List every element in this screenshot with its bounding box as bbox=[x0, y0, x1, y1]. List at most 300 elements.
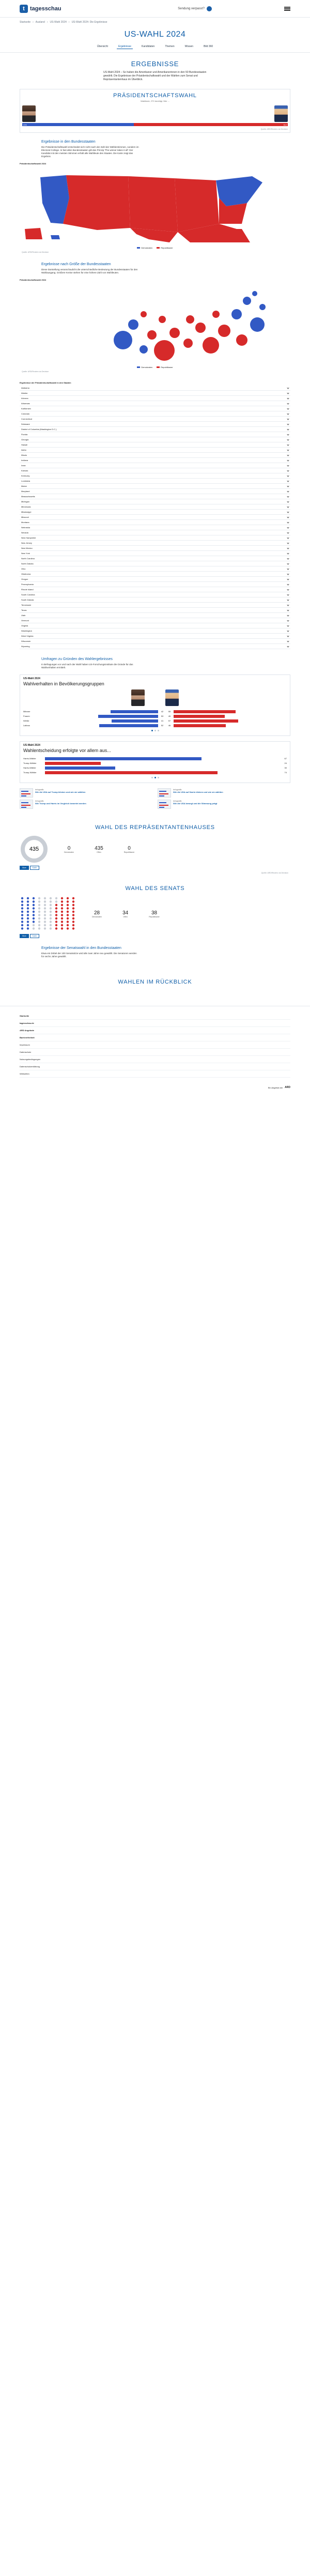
bubble[interactable] bbox=[128, 319, 138, 330]
house-source: Quelle: ARD/Reuters via Decision bbox=[261, 872, 288, 874]
bubble-chart-label: Präsidentschaftswahl 2024 bbox=[20, 279, 47, 281]
play-icon bbox=[207, 6, 212, 11]
tab-map[interactable]: Karte bbox=[30, 934, 39, 938]
state-row[interactable] bbox=[20, 546, 290, 551]
state-row[interactable] bbox=[20, 597, 290, 603]
bubble[interactable] bbox=[236, 334, 247, 346]
senate-seat bbox=[61, 911, 63, 913]
teaser-card[interactable] bbox=[158, 788, 290, 798]
carousel-dot[interactable] bbox=[154, 730, 156, 731]
demographic-rows bbox=[23, 709, 287, 728]
footer-link[interactable]: Datenschutzerklärung bbox=[20, 1063, 290, 1070]
bubble[interactable] bbox=[141, 311, 147, 317]
president-title: PRÄSIDENTSCHAFTSWAHL bbox=[113, 93, 197, 99]
state-row[interactable] bbox=[20, 577, 290, 582]
senate-seat bbox=[55, 897, 57, 899]
row-label: Trump-Wähler bbox=[23, 771, 37, 774]
chevron-down-icon bbox=[287, 485, 289, 487]
bubble[interactable] bbox=[169, 328, 180, 338]
footer-link[interactable]: Startseite bbox=[20, 1013, 290, 1020]
senate-seat bbox=[27, 907, 29, 909]
legend-dem bbox=[137, 366, 152, 369]
ard-logo[interactable]: ARD bbox=[285, 1086, 290, 1089]
state-row[interactable] bbox=[20, 566, 290, 572]
dem-value: 42 bbox=[161, 710, 164, 713]
bubble[interactable] bbox=[186, 315, 194, 324]
chevron-down-icon bbox=[287, 635, 289, 637]
house-stats bbox=[64, 846, 134, 853]
tab-knowledge[interactable]: Wissen bbox=[184, 45, 194, 48]
carousel-dots[interactable] bbox=[23, 777, 287, 778]
stat-value: 28 bbox=[94, 910, 100, 916]
state-row[interactable] bbox=[20, 406, 290, 411]
state-name: Pennsylvania bbox=[21, 583, 34, 586]
bubble[interactable] bbox=[203, 337, 219, 354]
state-row[interactable] bbox=[20, 639, 290, 644]
bubble[interactable] bbox=[231, 309, 242, 319]
senate-seat bbox=[44, 917, 46, 919]
state-row[interactable] bbox=[20, 582, 290, 587]
footer-label: Ein Angebot der bbox=[268, 1086, 283, 1089]
bubble-svg bbox=[20, 283, 290, 364]
footer-bottom bbox=[20, 1086, 290, 1089]
state-row[interactable] bbox=[20, 628, 290, 634]
bubble[interactable] bbox=[195, 323, 206, 333]
senate-seat bbox=[21, 904, 23, 906]
map-chart-label: Präsidentschaftswahl 2024 bbox=[20, 162, 47, 165]
chevron-down-icon bbox=[287, 402, 289, 404]
state-row[interactable] bbox=[20, 396, 290, 401]
senate-seat bbox=[72, 914, 74, 916]
state-row[interactable] bbox=[20, 463, 290, 468]
state-name: Indiana bbox=[21, 459, 28, 462]
senate-seat bbox=[38, 917, 40, 919]
state-name: Tennessee bbox=[21, 604, 32, 606]
bubble[interactable] bbox=[183, 339, 193, 348]
chevron-down-icon bbox=[287, 568, 289, 570]
tab-topics[interactable]: Themen bbox=[165, 45, 175, 48]
state-row[interactable] bbox=[20, 592, 290, 597]
card-candidates bbox=[23, 686, 287, 706]
senate-seat bbox=[27, 914, 29, 916]
footer-link[interactable]: Barrierefreiheit bbox=[20, 1034, 290, 1041]
state-row[interactable] bbox=[20, 541, 290, 546]
state-row[interactable] bbox=[20, 473, 290, 479]
footer-link[interactable]: Datenschutz bbox=[20, 1049, 290, 1056]
legend-dem-swatch bbox=[137, 247, 140, 249]
carousel-dots[interactable] bbox=[23, 730, 287, 731]
chevron-down-icon bbox=[287, 542, 289, 544]
state-name: Vermont bbox=[21, 619, 29, 622]
chevron-down-icon bbox=[287, 536, 289, 539]
carousel-dot[interactable] bbox=[158, 730, 159, 731]
senate-seat bbox=[44, 914, 46, 916]
trump-photo bbox=[274, 105, 288, 122]
state-row[interactable] bbox=[20, 401, 290, 406]
tab-map[interactable]: Karte bbox=[30, 866, 39, 870]
state-row[interactable] bbox=[20, 618, 290, 623]
teaser-text bbox=[35, 788, 85, 798]
senate-seat bbox=[44, 921, 46, 923]
bubble-chart[interactable] bbox=[20, 283, 290, 364]
teaser-text bbox=[35, 800, 86, 809]
bubble[interactable] bbox=[114, 331, 132, 349]
dem-bar bbox=[22, 123, 134, 126]
footer bbox=[0, 1006, 310, 1099]
state-name: Oregon bbox=[21, 578, 28, 580]
senate-seat bbox=[38, 911, 40, 913]
state-row[interactable] bbox=[20, 422, 290, 427]
teaser-title: Wie Trump und Harris im Vergleich bewertet werden bbox=[35, 802, 86, 805]
senate-seat bbox=[55, 900, 57, 902]
rep-bar bbox=[174, 719, 238, 723]
state-row[interactable] bbox=[20, 556, 290, 561]
teaser-card[interactable] bbox=[20, 788, 152, 798]
state-row[interactable] bbox=[20, 453, 290, 458]
senate-seat bbox=[21, 917, 23, 919]
senate-seat bbox=[50, 921, 52, 923]
chevron-down-icon bbox=[287, 609, 289, 611]
senate-seat bbox=[61, 897, 63, 899]
senate-seat bbox=[33, 921, 35, 923]
footer-link[interactable]: tagesschau.de bbox=[20, 1020, 290, 1027]
state-name: Alabama bbox=[21, 387, 29, 389]
chevron-down-icon bbox=[287, 531, 289, 533]
map-region-alaska[interactable] bbox=[25, 228, 42, 239]
bubble[interactable] bbox=[147, 330, 157, 340]
senate-seat bbox=[21, 924, 23, 926]
teaser-title: Wie die USA auf Harris blicken und wie sie wählten bbox=[173, 791, 223, 793]
bubble[interactable] bbox=[154, 340, 175, 361]
chevron-down-icon bbox=[287, 500, 289, 502]
state-row[interactable] bbox=[20, 587, 290, 592]
state-row[interactable] bbox=[20, 644, 290, 649]
chevron-down-icon bbox=[287, 505, 289, 508]
state-name: Virginia bbox=[21, 624, 28, 627]
state-row[interactable] bbox=[20, 535, 290, 541]
state-row[interactable] bbox=[20, 432, 290, 437]
teaser-card[interactable] bbox=[158, 800, 290, 809]
rep-bar bbox=[174, 715, 225, 718]
chevron-down-icon bbox=[287, 407, 289, 409]
chevron-down-icon bbox=[287, 599, 289, 601]
state-row[interactable] bbox=[20, 504, 290, 510]
state-row[interactable] bbox=[20, 551, 290, 556]
footer-link[interactable]: ARD Angebote bbox=[20, 1027, 290, 1034]
menu-icon[interactable] bbox=[284, 7, 290, 11]
carousel-dot[interactable] bbox=[158, 777, 159, 778]
motive-row bbox=[23, 770, 287, 775]
senate-tabs bbox=[20, 934, 290, 938]
state-row[interactable] bbox=[20, 613, 290, 618]
tab-image[interactable]: Bild 360 bbox=[204, 45, 213, 48]
bubble[interactable] bbox=[252, 291, 257, 296]
map-region-mountain[interactable] bbox=[63, 175, 130, 230]
senate-seat bbox=[38, 897, 40, 899]
motive-value: 24 bbox=[284, 762, 287, 764]
senate-seat bbox=[61, 907, 63, 909]
dem-bar bbox=[111, 710, 158, 713]
motive-bar bbox=[45, 757, 202, 760]
rep-value: 55 bbox=[168, 710, 171, 713]
breadcrumb-item[interactable]: US-Wahl 2024 bbox=[50, 21, 67, 24]
state-name: Colorado bbox=[21, 412, 30, 415]
stat-value: 435 bbox=[95, 845, 103, 851]
carousel-dot[interactable] bbox=[151, 777, 153, 778]
state-row[interactable] bbox=[20, 520, 290, 525]
senate-seat bbox=[67, 917, 69, 919]
chevron-down-icon bbox=[287, 521, 289, 523]
carousel-dot[interactable] bbox=[151, 730, 153, 731]
bubble[interactable] bbox=[212, 311, 220, 318]
senate-seat bbox=[21, 897, 23, 899]
state-name: Wyoming bbox=[21, 645, 30, 648]
motive-bar bbox=[45, 771, 218, 774]
motive-value: 74 bbox=[284, 771, 287, 774]
senate-seat bbox=[72, 897, 74, 899]
legend-rep-label: Republikaner bbox=[161, 366, 173, 369]
map-region-midwest[interactable] bbox=[175, 178, 219, 232]
state-row[interactable] bbox=[20, 634, 290, 639]
chevron-down-icon bbox=[287, 619, 289, 621]
demographic-row bbox=[23, 714, 287, 718]
house-total: 435 bbox=[29, 846, 39, 852]
senate-seat bbox=[38, 924, 40, 926]
tab-candidates[interactable]: Kandidaten bbox=[142, 45, 155, 48]
state-row[interactable] bbox=[20, 608, 290, 613]
state-row[interactable] bbox=[20, 468, 290, 473]
senate-seat bbox=[21, 900, 23, 902]
state-name: District of Columbia (Washington D.C.) bbox=[21, 428, 57, 431]
state-name: Kansas bbox=[21, 469, 28, 472]
dem-bar bbox=[99, 724, 158, 727]
tab-results[interactable]: Ergebnisse bbox=[117, 44, 133, 49]
card-kicker: US-Wahl 2024 bbox=[23, 677, 40, 680]
senate-seat bbox=[50, 911, 52, 913]
breadcrumb-item[interactable]: Startseite bbox=[20, 21, 31, 24]
state-row[interactable] bbox=[20, 448, 290, 453]
bubble[interactable] bbox=[243, 297, 251, 305]
senate-seat bbox=[33, 924, 35, 926]
senate-seat bbox=[61, 921, 63, 923]
senate-seat bbox=[44, 904, 46, 906]
footer-link[interactable]: Webseiten bbox=[20, 1070, 290, 1078]
state-row[interactable] bbox=[20, 386, 290, 391]
state-name: Montana bbox=[21, 521, 29, 524]
senate-seat bbox=[38, 900, 40, 902]
polls-paragraph: In Befragungen vor und nach der Wahl haben US-Forschungsinstitute die Gründe für das Wahlverhalten ermittelt. bbox=[41, 663, 133, 669]
dem-value: 41 bbox=[161, 719, 164, 722]
dem-value: 53 bbox=[161, 715, 164, 717]
map-region-plains[interactable] bbox=[128, 176, 178, 232]
senate-seat bbox=[67, 900, 69, 902]
senate-seat bbox=[50, 924, 52, 926]
state-row[interactable] bbox=[20, 499, 290, 504]
motive-value: 30 bbox=[284, 766, 287, 769]
stat-label: Offen bbox=[97, 851, 101, 853]
harris-photo bbox=[22, 105, 36, 122]
bubble[interactable] bbox=[259, 304, 266, 310]
row-label: Weiße bbox=[23, 719, 29, 722]
bubble[interactable] bbox=[250, 317, 265, 332]
state-name: Mississippi bbox=[21, 511, 32, 513]
senate-seat bbox=[67, 921, 69, 923]
footer-link[interactable]: Nutzungsbedingungen bbox=[20, 1056, 290, 1063]
carousel-dot[interactable] bbox=[154, 777, 156, 778]
state-row[interactable] bbox=[20, 458, 290, 463]
map-region-hawaii[interactable] bbox=[51, 235, 60, 239]
chevron-down-icon bbox=[287, 449, 289, 451]
state-row[interactable] bbox=[20, 479, 290, 484]
teaser-card[interactable] bbox=[20, 800, 152, 809]
state-row[interactable] bbox=[20, 442, 290, 448]
trump-votes: 312 bbox=[283, 123, 287, 126]
teaser-kicker: Infografik bbox=[173, 800, 182, 802]
senate-seat bbox=[44, 911, 46, 913]
state-name: Delaware bbox=[21, 423, 30, 425]
senate-seat bbox=[72, 907, 74, 909]
map-region-northeast[interactable] bbox=[216, 176, 262, 206]
state-name: Maryland bbox=[21, 490, 30, 493]
bubble-paragraph: Diese Darstellung veranschaulicht die unterschiedliche Bedeutung der Bundesstaaten für den Wahlausgang. Größere Kreise stehen für eine höhere Zahl von Wahlleuten. bbox=[41, 268, 138, 274]
candidate-row bbox=[20, 102, 290, 122]
state-name: Connecticut bbox=[21, 418, 33, 420]
chevron-down-icon bbox=[287, 392, 289, 394]
chevron-down-icon bbox=[287, 526, 289, 528]
stat-label: Offen bbox=[123, 915, 128, 918]
house-tabs bbox=[20, 866, 290, 870]
card-title: Wahlverhalten in Bevölkerungsgruppen bbox=[23, 681, 104, 686]
trump-photo bbox=[165, 689, 179, 706]
stat-label: Demokraten bbox=[64, 851, 74, 853]
live-link[interactable] bbox=[178, 6, 212, 11]
senate-seat bbox=[50, 914, 52, 916]
state-name: Utah bbox=[21, 614, 26, 617]
breadcrumb-item[interactable]: Ausland bbox=[35, 21, 45, 24]
rep-value: 57 bbox=[168, 719, 171, 722]
map-source: Quelle: ARD/Reuters via Decision bbox=[22, 251, 49, 253]
state-row[interactable] bbox=[20, 411, 290, 417]
state-name: Texas bbox=[21, 609, 27, 611]
state-row[interactable] bbox=[20, 525, 290, 530]
bubble[interactable] bbox=[159, 316, 166, 323]
state-name: Nebraska bbox=[21, 526, 30, 529]
state-name: Wisconsin bbox=[21, 640, 31, 642]
motive-row bbox=[23, 756, 287, 761]
state-row[interactable] bbox=[20, 603, 290, 608]
state-name: Missouri bbox=[21, 516, 29, 518]
state-row[interactable] bbox=[20, 484, 290, 489]
dem-bar bbox=[112, 719, 158, 723]
senate-seat bbox=[21, 911, 23, 913]
source-note: Quelle: ARD/Reuters via Decision bbox=[260, 128, 288, 130]
footer-link[interactable]: Impressum bbox=[20, 1041, 290, 1049]
bubble[interactable] bbox=[218, 325, 230, 337]
tab-seats[interactable]: Sitze bbox=[20, 934, 29, 938]
brand-logo[interactable] bbox=[20, 5, 61, 13]
state-name: North Carolina bbox=[21, 557, 35, 560]
us-map[interactable] bbox=[20, 167, 290, 244]
senate-seat bbox=[67, 924, 69, 926]
senate-seat bbox=[55, 914, 57, 916]
state-row[interactable] bbox=[20, 515, 290, 520]
stat-label: Republikaner bbox=[123, 851, 135, 853]
senate-seat bbox=[55, 924, 57, 926]
chevron-down-icon bbox=[287, 469, 289, 471]
senate-seat bbox=[61, 900, 63, 902]
state-row[interactable] bbox=[20, 623, 290, 628]
stat-value: 0 bbox=[67, 845, 71, 851]
senate-seat bbox=[44, 897, 46, 899]
state-row[interactable] bbox=[20, 494, 290, 499]
rep-value: 45 bbox=[168, 715, 171, 717]
teaser-text bbox=[173, 800, 217, 809]
dem-value: 52 bbox=[161, 724, 164, 727]
state-name: Washington bbox=[21, 630, 32, 632]
state-row[interactable] bbox=[20, 427, 290, 432]
legend-rep bbox=[157, 366, 173, 369]
senate-seat bbox=[72, 900, 74, 902]
harris-votes: 226 bbox=[23, 123, 27, 126]
senate-seat bbox=[67, 927, 69, 929]
tab-seats[interactable]: Sitze bbox=[20, 866, 29, 870]
page-title: US-WAHL 2024 bbox=[124, 30, 186, 39]
results-title: ERGEBNISSE bbox=[131, 60, 179, 68]
stat-value: 34 bbox=[122, 910, 129, 916]
teaser-title: Wie die USA auf Trump blicken und wie sie wählten bbox=[35, 791, 86, 793]
state-row[interactable] bbox=[20, 510, 290, 515]
state-row[interactable] bbox=[20, 417, 290, 422]
senate-seat bbox=[44, 927, 46, 929]
rep-bar bbox=[134, 123, 288, 126]
chevron-down-icon bbox=[287, 588, 289, 590]
senate-seat bbox=[38, 914, 40, 916]
chevron-down-icon bbox=[287, 474, 289, 477]
chevron-down-icon bbox=[287, 552, 289, 554]
state-row[interactable] bbox=[20, 489, 290, 494]
bubble[interactable] bbox=[140, 345, 148, 354]
state-name: Louisiana bbox=[21, 480, 30, 482]
state-row[interactable] bbox=[20, 561, 290, 566]
state-name: Maine bbox=[21, 485, 27, 487]
legend-rep bbox=[157, 247, 173, 249]
teaser-kicker: Infografik bbox=[35, 800, 44, 802]
chevron-down-icon bbox=[287, 630, 289, 632]
senate-seat bbox=[21, 907, 23, 909]
senate-seat bbox=[67, 904, 69, 906]
chevron-down-icon bbox=[287, 547, 289, 549]
state-row[interactable] bbox=[20, 391, 290, 396]
legend-rep-swatch bbox=[157, 247, 160, 249]
us-map-svg bbox=[20, 167, 290, 244]
tab-overview[interactable]: Übersicht bbox=[97, 45, 108, 48]
state-row[interactable] bbox=[20, 530, 290, 535]
state-row[interactable] bbox=[20, 572, 290, 577]
footer-links bbox=[20, 1013, 290, 1078]
senate-seat bbox=[50, 897, 52, 899]
house-stat bbox=[124, 846, 135, 853]
chevron-down-icon bbox=[287, 516, 289, 518]
state-name: Illinois bbox=[21, 454, 27, 456]
teaser-thumbnail bbox=[20, 800, 33, 809]
row-label: Trump-Wähler bbox=[23, 762, 37, 764]
senate-seat bbox=[72, 917, 74, 919]
senate-seat bbox=[55, 927, 57, 929]
chevron-down-icon bbox=[287, 443, 289, 446]
state-row[interactable] bbox=[20, 437, 290, 442]
house-row bbox=[20, 835, 310, 864]
senate-stat bbox=[92, 910, 102, 918]
